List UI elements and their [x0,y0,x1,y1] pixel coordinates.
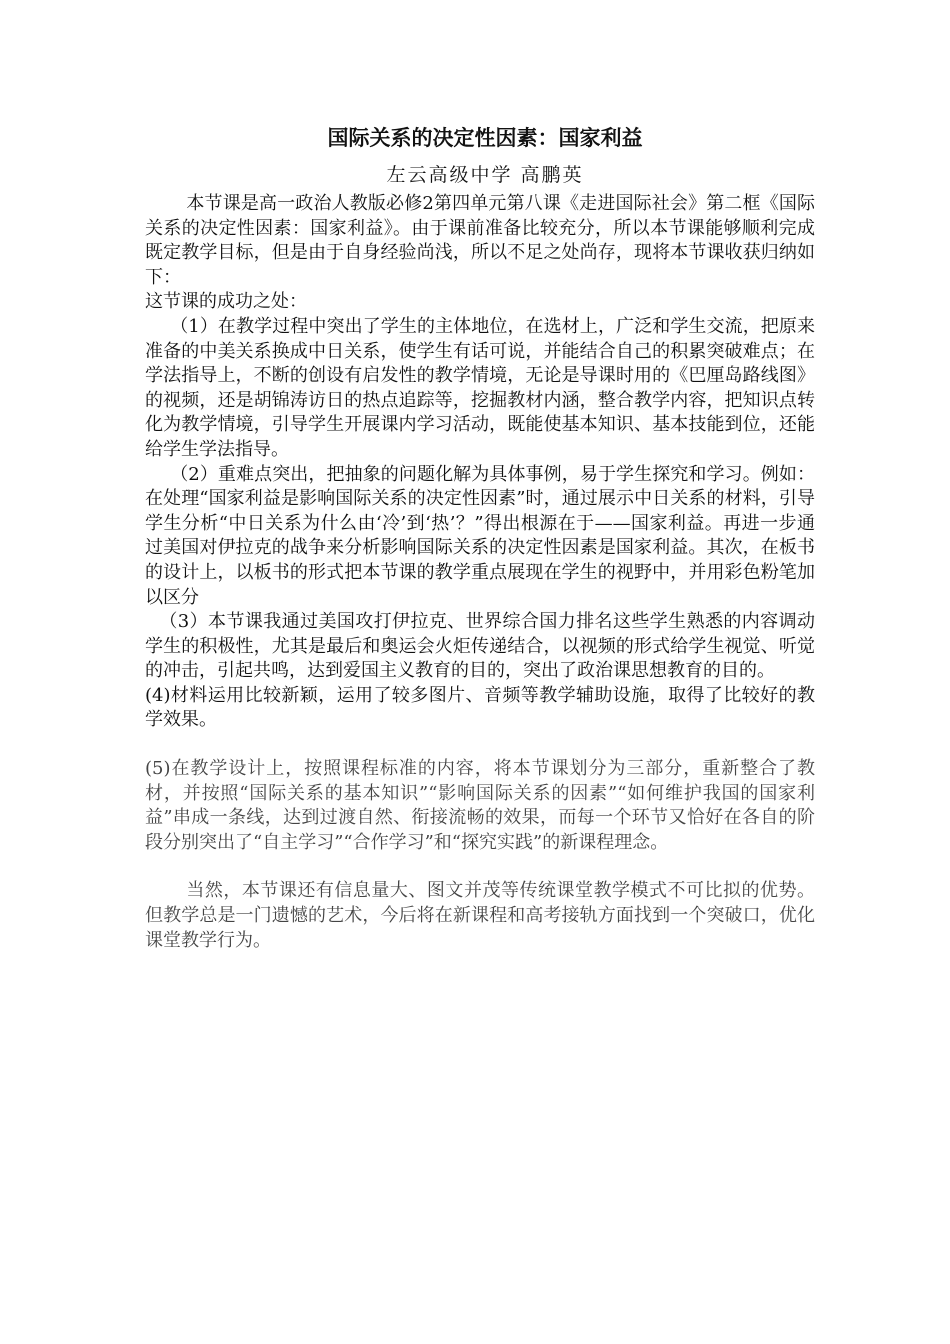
point-3-paragraph: （3）本节课我通过美国攻打伊拉克、世界综合国力排名这些学生熟悉的内容调动学生的积极性，尤其是最后和奥运会火炬传递结合，以视频的形式给学生视觉、听觉的冲击，引起共鸣，达到爱国主义教育的目的，突出了政治课思想教育的目的。 [145,611,815,682]
document-author: 左云高级中学 高鹏英 [386,164,584,186]
conclusion-paragraph: 当然，本节课还有信息量大、图文并茂等传统课堂教学模式不可比拟的优势。但教学总是一门遗憾的艺术，今后将在新课程和高考接轨方面找到一个突破口，优化课堂教学行为。 [145,880,815,951]
intro-paragraph: 本节课是高一政治人教版必修2第四单元第八课《走进国际社会》第二框《国际关系的决定性因素：国家利益》。由于课前准备比较充分，所以本节课能够顺利完成既定教学目标，但是由于自身经验尚浅，所以不足之处尚存，现将本节课收获归纳如下： [145,193,815,288]
point-1-paragraph: （1）在教学过程中突出了学生的主体地位，在选材上，广泛和学生交流，把原来准备的中美关系换成中日关系，使学生有话可说，并能结合自己的积累突破难点；在学法指导上，不断的创设有启发性的教学情境，无论是导课时用的《巴厘岛路线图》的视频，还是胡锦涛访日的热点追踪等，挖掘教材内涵，整合教学内容，把知识点转化为教学情境，引导学生开展课内学习活动，既能使基本知识、基本技能到位，还能给学生学法指导。 [145,315,815,460]
paragraph-spacer [145,733,815,757]
document-title: 国际关系的决定性因素：国家利益 [327,125,643,150]
document-body [145,118,815,953]
point-2-paragraph: （2）重难点突出，把抽象的问题化解为具体事例，易于学生探究和学习。例如：在处理“国家利益是影响国际关系的决定性因素”时，通过展示中日关系的材料，引导学生分析“中日关系为什么由‘冷’到‘热’？”得出根源在于——国家利益。再进一步通过美国对伊拉克的战争来分析影响国际关系的决定性因素是国家利益。其次，在板书的设计上，以板书的形式把本节课的教学重点展现在学生的视野中，并用彩色粉笔加以区分 [145,463,815,608]
point-5-paragraph: (5)在教学设计上，按照课程标准的内容，将本节课划分为三部分，重新整合了教材，并按照“国际关系的基本知识”“影响国际关系的因素”“如何维护我国的国家利益”串成一条线，达到过渡自然、衔接流畅的效果，而每一个环节又恰好在各自的阶段分别突出了“自主学习”“合作学习”和“探究实践”的新课程理念。 [145,758,815,853]
success-heading: 这节课的成功之处： [145,291,307,313]
point-4-paragraph: (4)材料运用比较新颖，运用了较多图片、音频等教学辅助设施，取得了比较好的教学效果。 [145,684,815,731]
paragraph-spacer [145,855,815,879]
